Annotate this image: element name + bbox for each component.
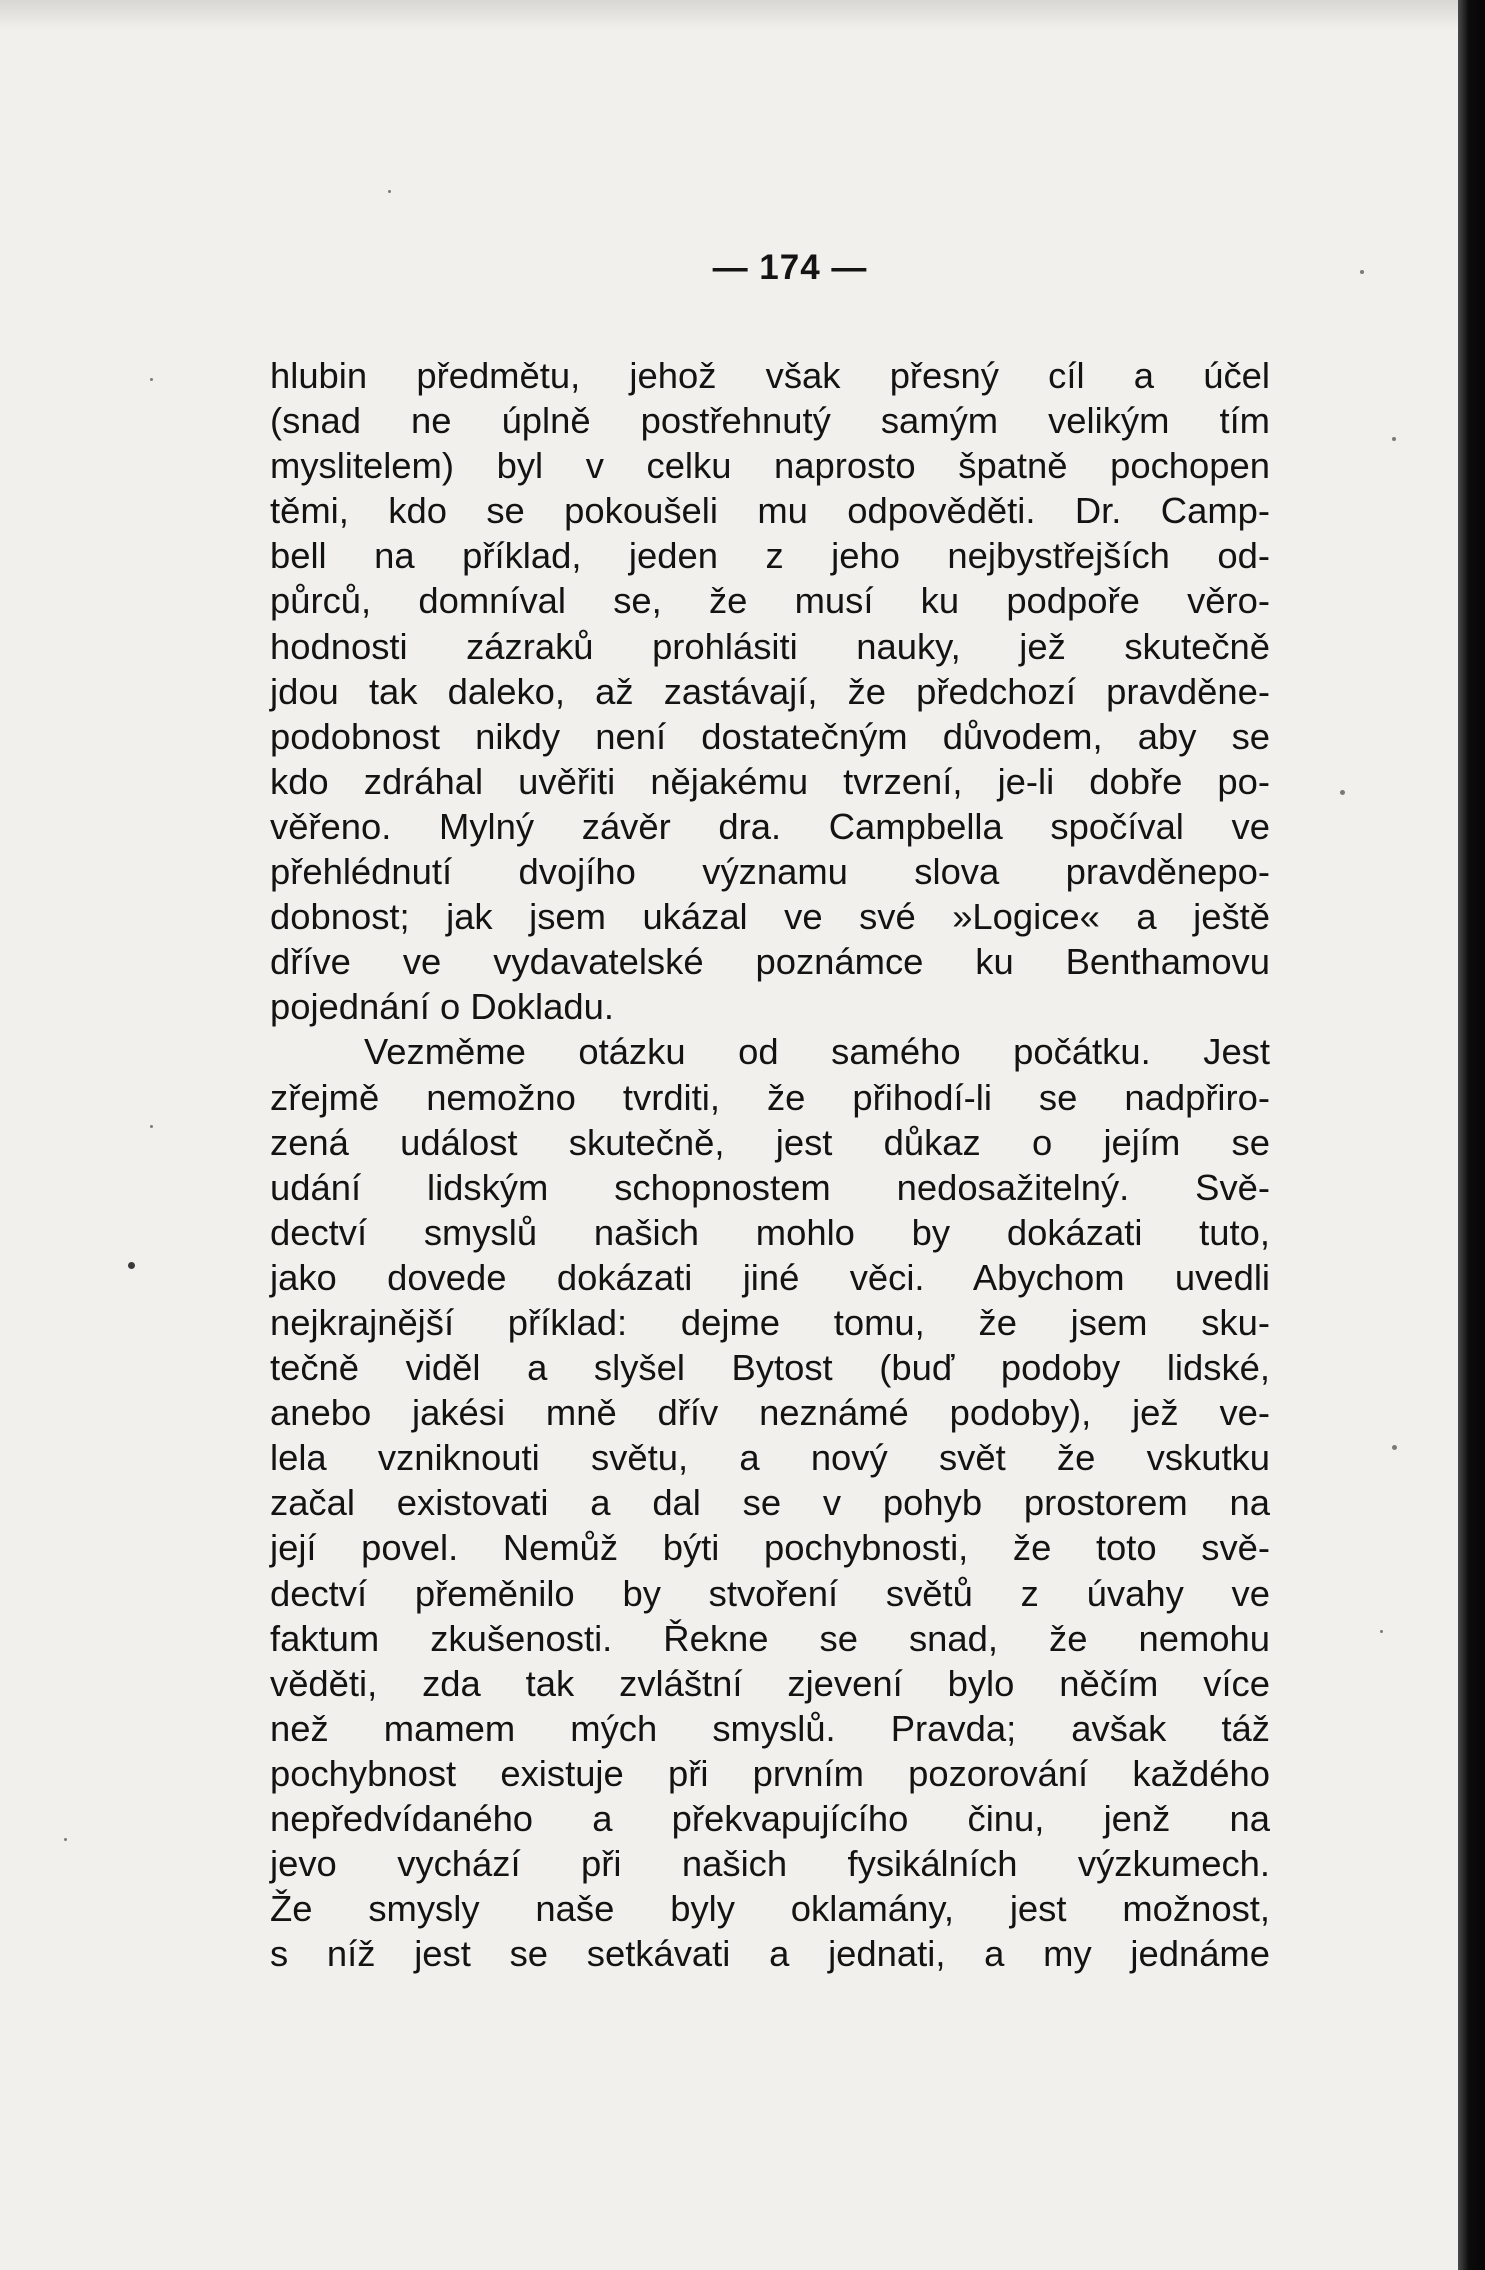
text-line: zřejmě nemožno tvrditi, že přihodí-li se nadpřiro- [270, 1076, 1270, 1118]
paper-speck [388, 190, 391, 193]
text-line: udání lidským schopnostem nedosažitelný. Svě- [270, 1166, 1270, 1208]
text-line: jdou tak daleko, až zastávají, že předchozí pravděne- [270, 670, 1270, 712]
text-line: pojednání o Dokladu. [270, 986, 614, 1028]
text-line-paragraph-start: Vezměme otázku od samého počátku. Jest [364, 1031, 1270, 1073]
paper-speck [1360, 270, 1364, 274]
text-line: bell na příklad, jeden z jeho nejbystřejších od- [270, 535, 1270, 577]
text-line: pochybnost existuje při prvním pozorování každého [270, 1752, 1270, 1794]
text-line: dobnost; jak jsem ukázal ve své »Logice« a ještě [270, 896, 1270, 938]
text-line: zená událost skutečně, jest důkaz o jejím se [270, 1121, 1270, 1163]
page-number: — 174 — [712, 248, 868, 287]
paper-speck [64, 1838, 67, 1841]
text-line: (snad ne úplně postřehnutý samým velikým tím [270, 400, 1270, 442]
text-line: lela vzniknouti světu, a nový svět že vskutku [270, 1437, 1270, 1479]
text-line: dectví smyslů našich mohlo by dokázati tuto, [270, 1211, 1270, 1253]
body-text [270, 353, 1270, 1976]
text-line: myslitelem) byl v celku naprosto špatně pochopen [270, 445, 1270, 487]
text-line: s níž jest se setkávati a jednati, a my jednáme [270, 1933, 1270, 1975]
paper-speck [128, 1262, 135, 1269]
text-line: jevo vychází při našich fysikálních výzkumech. [270, 1843, 1270, 1885]
paper-speck [1392, 1445, 1397, 1450]
paper-speck [1340, 790, 1345, 795]
paper-speck [1380, 1630, 1383, 1633]
text-line: těmi, kdo se pokoušeli mu odpověděti. Dr. Camp- [270, 490, 1270, 532]
text-line: tečně viděl a slyšel Bytost (buď podoby lidské, [270, 1347, 1270, 1389]
text-line: půrců, domníval se, že musí ku podpoře věro- [270, 580, 1270, 622]
paper-speck [150, 378, 153, 381]
text-line: věřeno. Mylný závěr dra. Campbella spočíval ve [270, 805, 1270, 847]
text-line: faktum zkušenosti. Řekne se snad, že nemohu [270, 1617, 1270, 1659]
paper-speck [1392, 437, 1396, 441]
page-edge-shadow [1458, 0, 1485, 2270]
text-line: jako dovede dokázati jiné věci. Abychom uvedli [270, 1256, 1270, 1298]
paper-speck [150, 1125, 153, 1128]
text-line: anebo jakési mně dřív neznámé podoby), jež ve- [270, 1392, 1270, 1434]
page-top-band [0, 0, 1458, 30]
text-line: její povel. Nemůž býti pochybnosti, že toto svě- [270, 1527, 1270, 1569]
text-line: dectví přeměnilo by stvoření světů z úvahy ve [270, 1572, 1270, 1614]
text-line: hodnosti zázraků prohlásiti nauky, jež skutečně [270, 625, 1270, 667]
text-line: podobnost nikdy není dostatečným důvodem, aby se [270, 715, 1270, 757]
text-line: začal existovati a dal se v pohyb prostorem na [270, 1482, 1270, 1524]
text-line: kdo zdráhal uvěřiti nějakému tvrzení, je-li dobře po- [270, 760, 1270, 802]
text-line: Že smysly naše byly oklamány, jest možnost, [270, 1888, 1270, 1930]
text-line: nepředvídaného a překvapujícího činu, jenž na [270, 1798, 1270, 1839]
text-line: přehlédnutí dvojího významu slova pravděnepo- [270, 851, 1270, 893]
text-line: než mamem mých smyslů. Pravda; avšak táž [270, 1707, 1270, 1749]
text-line: hlubin předmětu, jehož však přesný cíl a účel [270, 355, 1270, 396]
text-line: nejkrajnější příklad: dejme tomu, že jsem sku- [270, 1301, 1270, 1343]
text-line: dříve ve vydavatelské poznámce ku Benthamovu [270, 941, 1270, 983]
text-line: věděti, zda tak zvláštní zjevení bylo něčím více [270, 1662, 1270, 1704]
